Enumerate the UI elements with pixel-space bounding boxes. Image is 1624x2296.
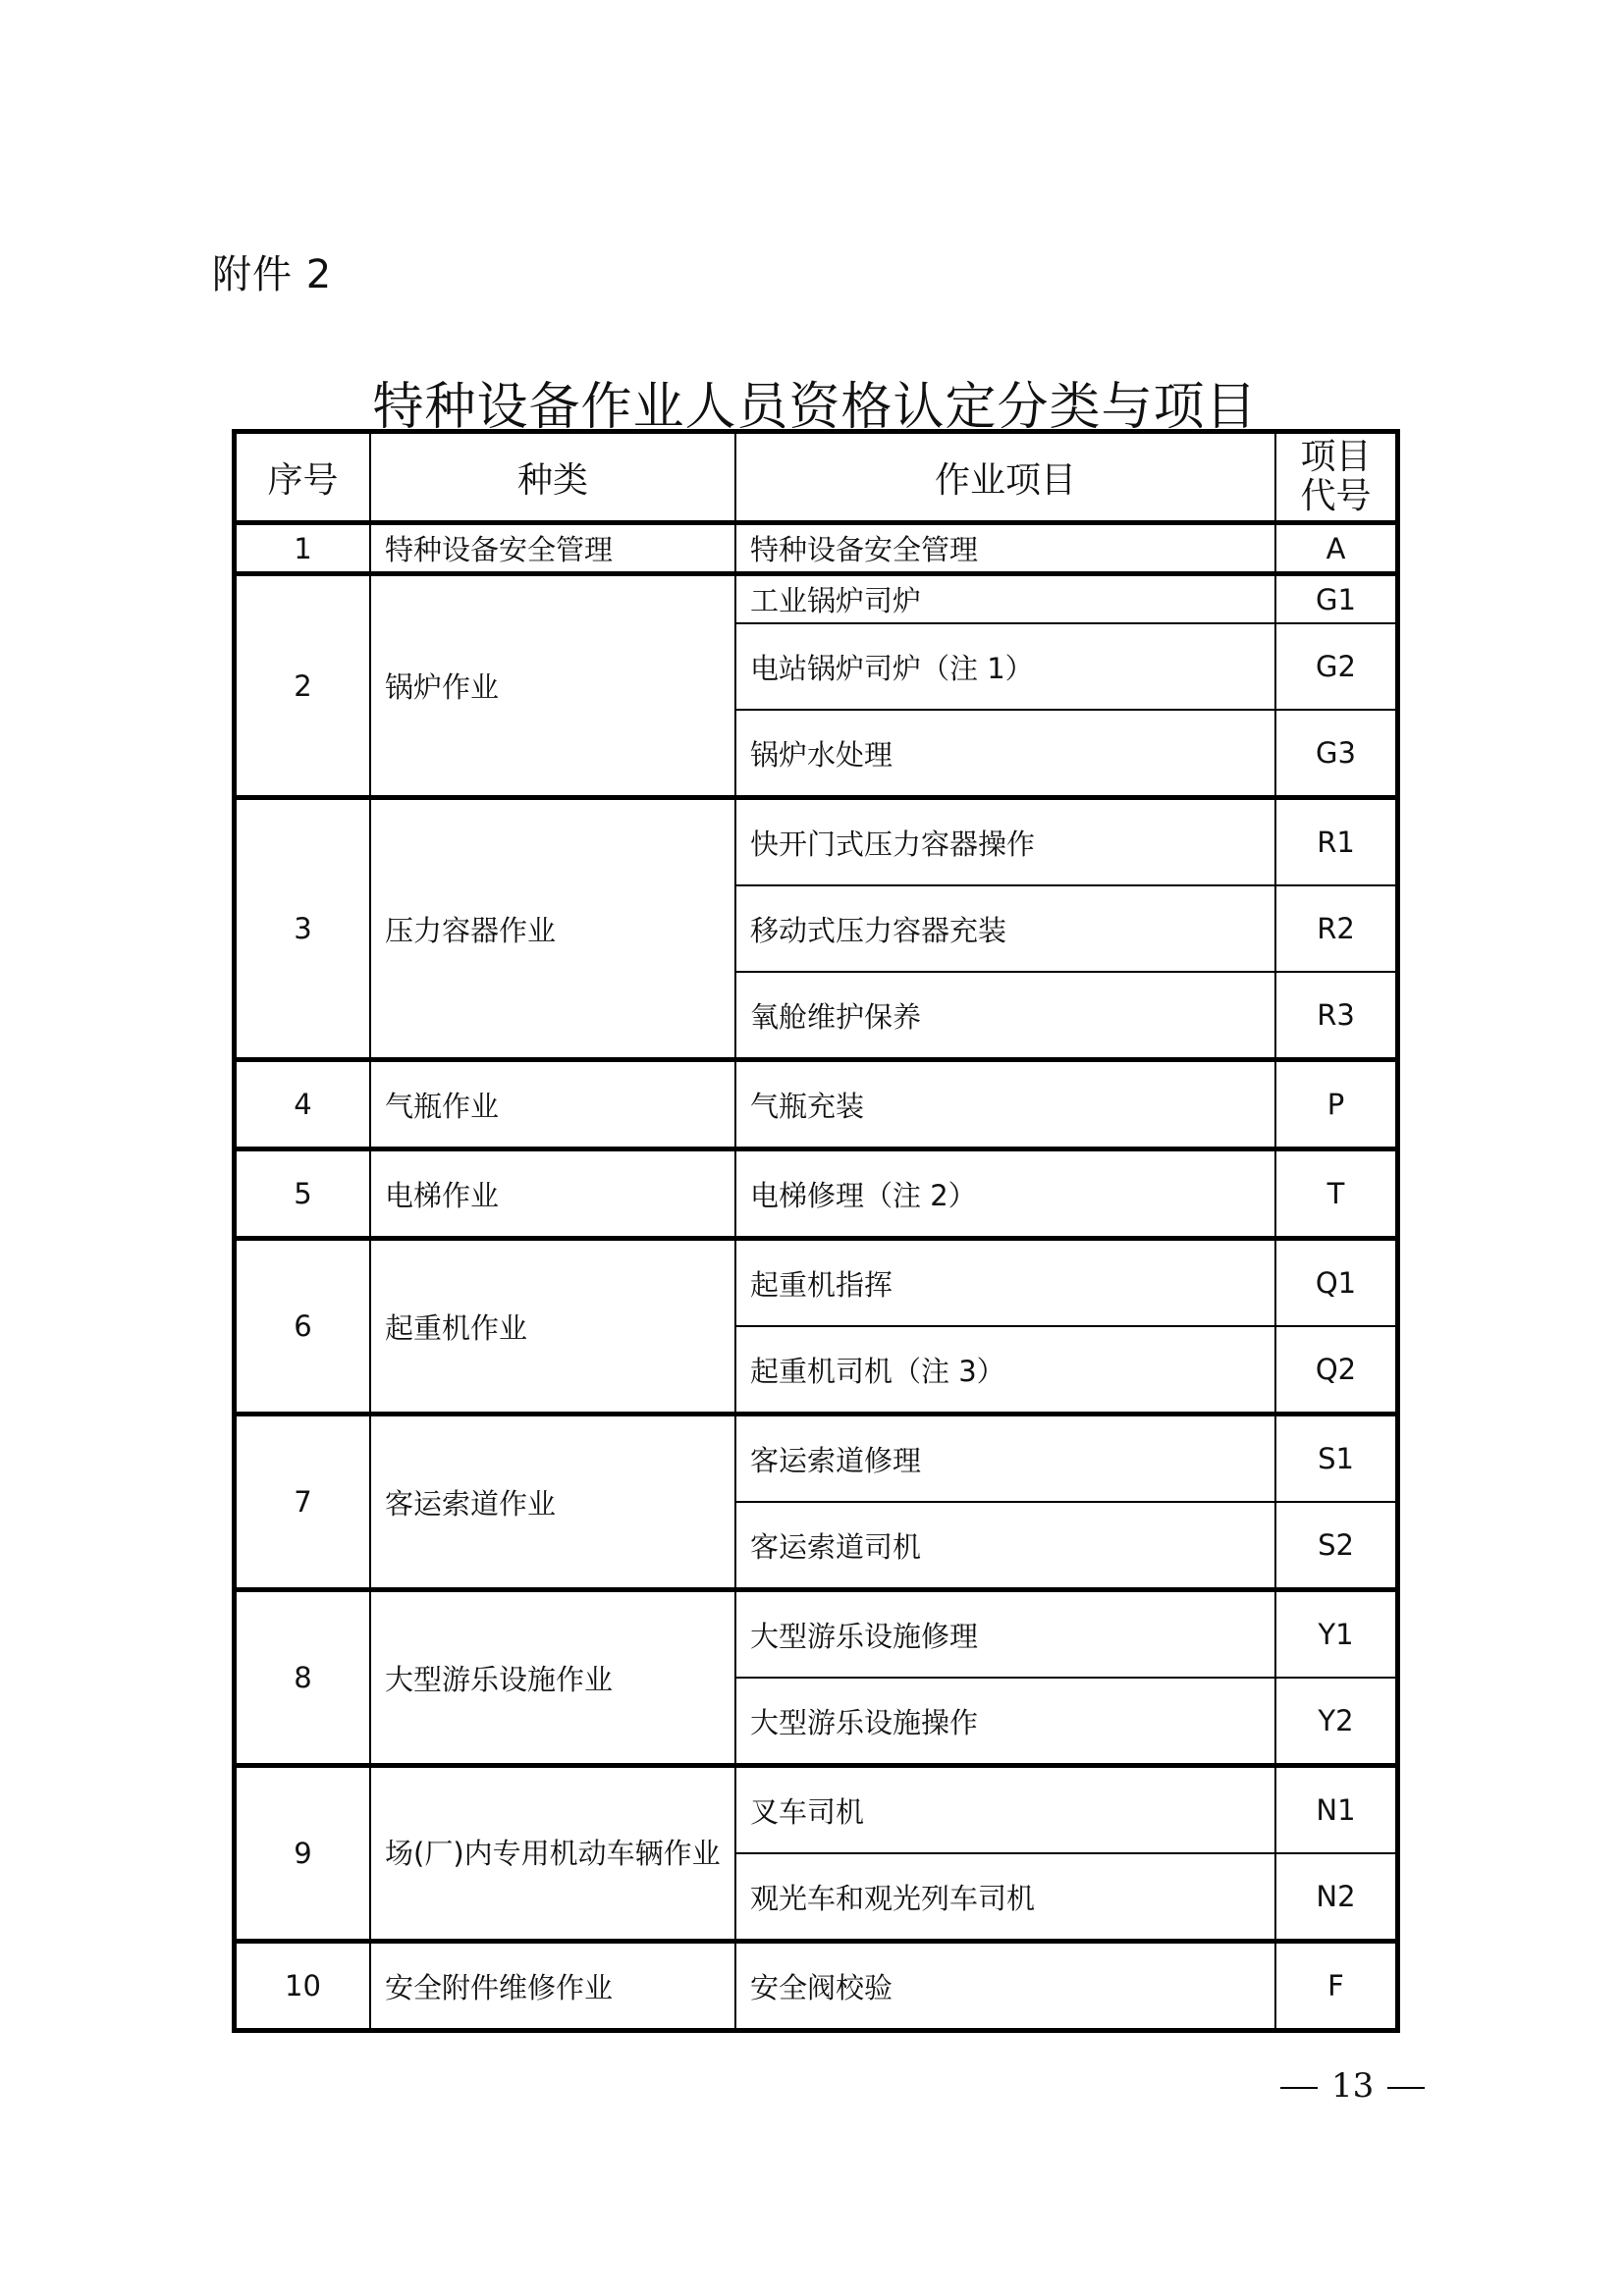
cell-code: S1 [1275, 1415, 1398, 1503]
header-no: 序号 [235, 432, 371, 523]
page-title: 特种设备作业人员资格认定分类与项目 [372, 378, 1258, 437]
attachment-label: 附件 2 [212, 252, 333, 297]
cell-code: N2 [1275, 1853, 1398, 1942]
cell-item: 工业锅炉司炉 [735, 574, 1275, 624]
table-row [235, 1590, 1398, 1679]
cell-item: 特种设备安全管理 [735, 523, 1275, 574]
cell-item: 安全阀校验 [735, 1942, 1275, 2031]
cell-item: 电站锅炉司炉（注 1） [735, 623, 1275, 710]
table-row [235, 1239, 1398, 1327]
cell-code: F [1275, 1942, 1398, 2031]
cell-category: 安全附件维修作业 [370, 1942, 735, 2031]
cell-item: 大型游乐设施操作 [735, 1678, 1275, 1766]
cell-no: 1 [235, 523, 371, 574]
header-code [1275, 432, 1398, 523]
cell-no: 8 [235, 1590, 371, 1766]
cell-code: Y2 [1275, 1678, 1398, 1766]
cell-code: S2 [1275, 1502, 1398, 1590]
cell-category-text: 场(厂)内专用机动车辆作业 [385, 1837, 721, 1870]
cell-category: 客运索道作业 [370, 1415, 735, 1590]
cell-code: T [1275, 1149, 1398, 1239]
cell-no: 6 [235, 1239, 371, 1415]
cell-code: G2 [1275, 623, 1398, 710]
table-row [235, 1942, 1398, 2031]
cell-code: R2 [1275, 885, 1398, 972]
header-item: 作业项目 [735, 432, 1275, 523]
cell-code: Q1 [1275, 1239, 1398, 1327]
cell-code: P [1275, 1060, 1398, 1149]
cell-code: G3 [1275, 710, 1398, 798]
table-row [235, 1766, 1398, 1854]
header-category: 种类 [370, 432, 735, 523]
table-row [235, 574, 1398, 624]
cell-code: R1 [1275, 798, 1398, 886]
cell-no: 9 [235, 1766, 371, 1942]
header-code-line2: 代号 [1300, 476, 1372, 516]
cell-item: 氧舱维护保养 [735, 972, 1275, 1060]
cell-category: 气瓶作业 [370, 1060, 735, 1149]
table-row [235, 1060, 1398, 1149]
cell-item: 大型游乐设施修理 [735, 1590, 1275, 1679]
cell-item: 电梯修理（注 2） [735, 1149, 1275, 1239]
cell-code: Y1 [1275, 1590, 1398, 1679]
cell-item: 起重机司机（注 3） [735, 1326, 1275, 1415]
table-row [235, 1415, 1398, 1503]
cell-item: 快开门式压力容器操作 [735, 798, 1275, 886]
page-number-text: 13 [1331, 2066, 1375, 2106]
table-row [235, 798, 1398, 886]
cell-item: 起重机指挥 [735, 1239, 1275, 1327]
cell-no: 2 [235, 574, 371, 798]
cell-item: 移动式压力容器充装 [735, 885, 1275, 972]
cell-category: 电梯作业 [370, 1149, 735, 1239]
cell-category: 起重机作业 [370, 1239, 735, 1415]
cell-category: 大型游乐设施作业 [370, 1590, 735, 1766]
cell-item: 客运索道司机 [735, 1502, 1275, 1590]
cell-category: 特种设备安全管理 [370, 523, 735, 574]
cell-category: 压力容器作业 [370, 798, 735, 1060]
cell-no: 4 [235, 1060, 371, 1149]
cell-code: N1 [1275, 1766, 1398, 1854]
cell-code: R3 [1275, 972, 1398, 1060]
cell-category [370, 1766, 735, 1942]
table-row [235, 523, 1398, 574]
page-number [1267, 2066, 1438, 2106]
cell-item: 观光车和观光列车司机 [735, 1853, 1275, 1942]
cell-category: 锅炉作业 [370, 574, 735, 798]
cell-code: A [1275, 523, 1398, 574]
cell-item: 锅炉水处理 [735, 710, 1275, 798]
cell-item: 叉车司机 [735, 1766, 1275, 1854]
page-dash-left [1280, 2087, 1318, 2089]
cell-no: 3 [235, 798, 371, 1060]
qualification-table [232, 429, 1400, 2033]
cell-no: 5 [235, 1149, 371, 1239]
cell-code: G1 [1275, 574, 1398, 624]
page-dash-right [1387, 2087, 1425, 2089]
cell-item: 气瓶充装 [735, 1060, 1275, 1149]
cell-code: Q2 [1275, 1326, 1398, 1415]
cell-no: 7 [235, 1415, 371, 1590]
cell-no: 10 [235, 1942, 371, 2031]
header-code-line1: 项目 [1300, 437, 1372, 477]
table-row [235, 1149, 1398, 1239]
cell-item: 客运索道修理 [735, 1415, 1275, 1503]
table-header-row [235, 432, 1398, 523]
